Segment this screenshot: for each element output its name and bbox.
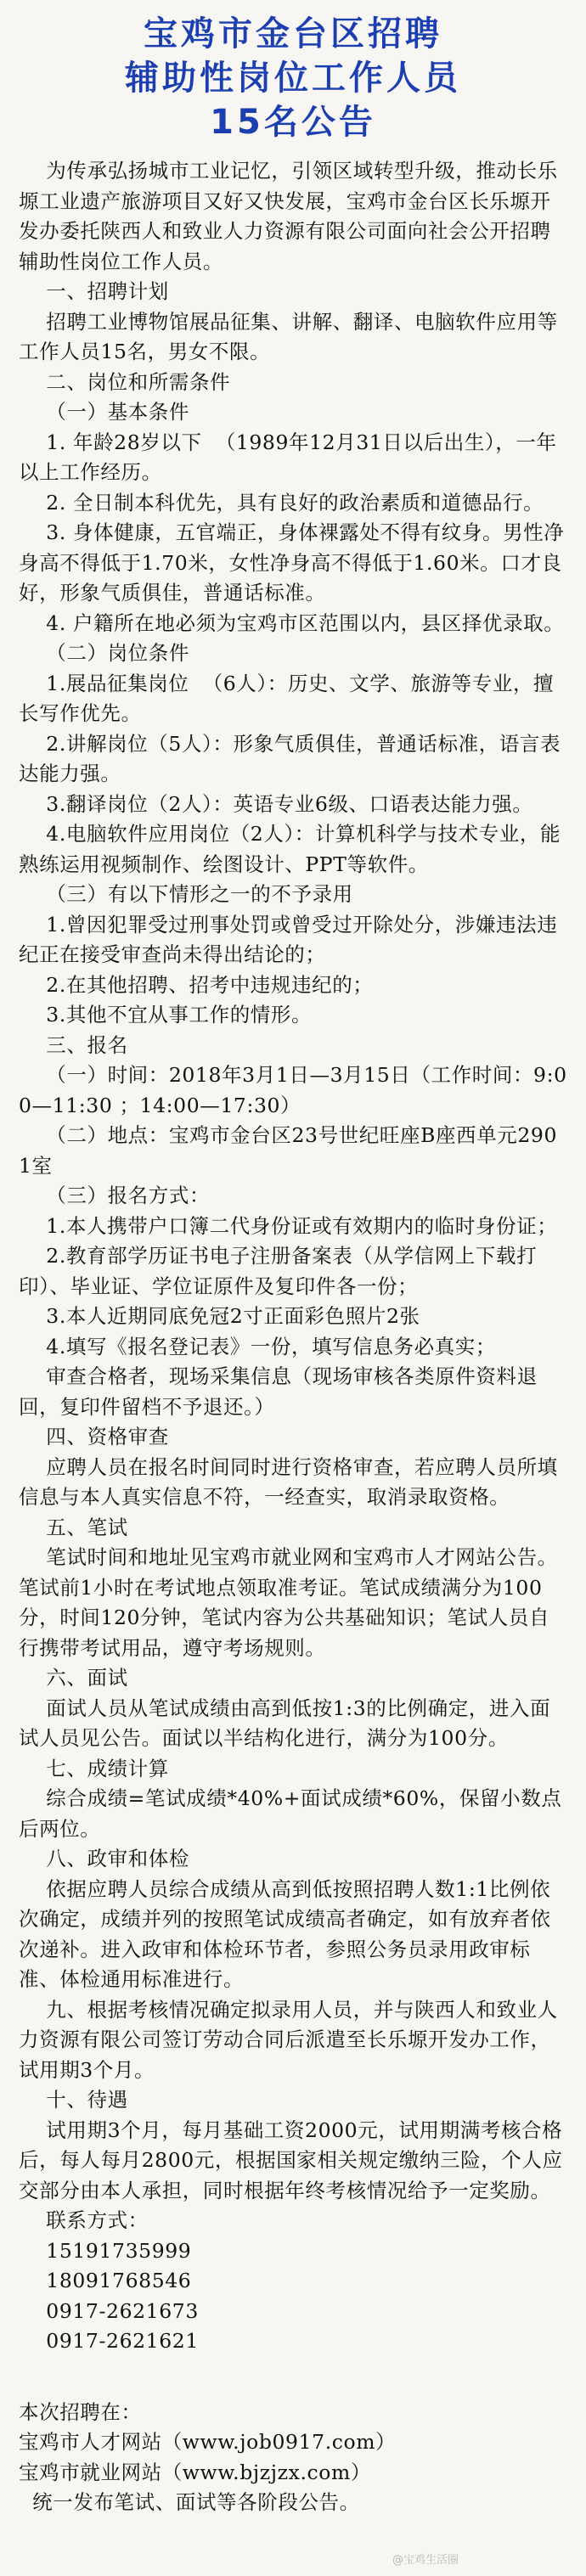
body-paragraph: （二）岗位条件 (19, 641, 189, 665)
body-paragraph: 八、政审和体检 (19, 1847, 189, 1870)
body-paragraph: 2.讲解岗位（5人）：形象气质俱佳，普通话标准，语言表达能力强。 (19, 731, 561, 785)
announcement-body (19, 156, 567, 2357)
body-paragraph: 笔试时间和地址见宝鸡市就业网和宝鸡市人才网站公告。笔试前1小时在考试地点领取准考证。笔试成绩满分为100分，时间120分钟，笔试内容为公共基础知识；笔试人员自行携带考试用品，遵守考场规则。 (19, 1545, 558, 1660)
title-line-2: 辅助性岗位工作人员 (125, 59, 461, 98)
body-paragraph: 15191735999 (19, 2238, 192, 2263)
body-paragraph: 1.本人携带户口簿二代身份证或有效期内的临时身份证； (19, 1213, 558, 1238)
body-paragraph: 1.曾因犯罪受过刑事处罚或曾受过开除处分，涉嫌违法违纪正在接受审查尚未得出结论的； (19, 912, 558, 966)
body-paragraph: 2.在其他招聘、招考中违规违纪的； (19, 972, 374, 997)
body-paragraph: 4.填写《报名登记表》一份，填写信息务必真实； (19, 1334, 497, 1358)
body-paragraph: 十、待遇 (19, 2088, 128, 2112)
body-paragraph: 一、招聘计划 (19, 279, 169, 303)
body-paragraph: 2.教育部学历证书电子注册备案表（从学信网上下载打印）、毕业证、学位证原件及复印件各一份； (19, 1244, 538, 1298)
footer-line: 统一发布笔试、面试等各阶段公告。 (19, 2490, 360, 2514)
footer-line: 本次招聘在： (19, 2399, 142, 2424)
body-paragraph: 五、笔试 (19, 1515, 128, 1539)
footer-line: 宝鸡市人才网站（www.job0917.com） (19, 2430, 397, 2454)
body-paragraph: 二、岗位和所需条件 (19, 369, 231, 394)
body-paragraph: 面试人员从笔试成绩由高到低按1:3的比例确定，进入面试人员见公告。面试以半结构化进行，满分为100分。 (19, 1696, 551, 1750)
body-paragraph: 18091768546 (19, 2269, 192, 2292)
body-paragraph: （二）地点：宝鸡市金台区23号世纪旺座B座西单元2901室 (19, 1123, 558, 1178)
body-paragraph: 联系方式： (19, 2208, 149, 2232)
body-paragraph: 四、资格审查 (19, 1425, 169, 1448)
body-paragraph: 0917-2621621 (19, 2329, 199, 2353)
body-paragraph: （三）有以下情形之一的不予录用 (19, 882, 353, 906)
body-paragraph: 4. 户籍所在地必须为宝鸡市区范围以内，县区择优录取。 (19, 610, 565, 635)
body-paragraph: 3.其他不宜从事工作的情形。 (19, 1003, 313, 1026)
body-paragraph: 0917-2621673 (19, 2298, 199, 2323)
body-paragraph: 1. 年龄28岁以下 （1989年12月31日以后出生），一年以上工作经历。 (19, 430, 557, 484)
body-paragraph: 3.翻译岗位（2人）：英语专业6级、口语表达能力强。 (19, 791, 533, 816)
body-paragraph: 为传承弘扬城市工业记忆，引领区域转型升级，推动长乐塬工业遗产旅游项目又好又快发展，宝鸡市金台区长乐塬开发办委托陕西人和致业人力资源有限公司面向社会公开招聘辅助性岗位工作人员。 (19, 159, 558, 273)
body-paragraph: 3.本人近期同底免冠2寸正面彩色照片2张 (19, 1304, 420, 1328)
body-paragraph: 三、报名 (19, 1032, 128, 1057)
page-title (19, 12, 567, 144)
title-line-3: 15名公告 (210, 103, 376, 142)
watermark: @宝鸡生活圈 (392, 2554, 459, 2567)
body-paragraph: 依据应聘人员综合成绩从高到低按照招聘人数1:1比例依次确定，成绩并列的按照笔试成绩高者确定，如有放弃者依次递补。进入政审和体检环节者，参照公务员录用政审标准、体检通用标准进行。 (19, 1876, 551, 1991)
body-paragraph: 审查合格者，现场采集信息（现场审核各类原件资料退回，复印件留档不予退还。） (19, 1364, 538, 1419)
body-paragraph: 3. 身体健康，五官端正，身体裸露处不得有纹身。男性净身高不得低于1.70米，女性净身高不得低于1.60米。口才良好，形象气质俱佳，普通话标准。 (19, 520, 565, 605)
body-paragraph: 试用期3个月，每月基础工资2000元，试用期满考核合格后，每人每月2800元，根据国家相关规定缴纳三险，个人应交部分由本人承担，同时根据年终考核情况给予一定奖励。 (19, 2118, 563, 2202)
title-line-1: 宝鸡市金台区招聘 (144, 14, 442, 53)
body-paragraph: （一）时间：2018年3月1日—3月15日（工作时间：9:00—11:30 ；14:00—17:30） (19, 1063, 567, 1117)
body-paragraph: （一）基本条件 (19, 400, 189, 424)
body-paragraph: （三）报名方式： (19, 1184, 211, 1207)
footer-line: 宝鸡市就业网站（www.bjzjzx.com） (19, 2460, 372, 2484)
publication-footer (19, 2398, 567, 2518)
body-paragraph: 九、根据考核情况确定拟录用人员，并与陕西人和致业人力资源有限公司签订劳动合同后派遣至长乐塬开发办工作，试用期3个月。 (19, 1997, 558, 2082)
body-paragraph: 七、成绩计算 (19, 1756, 169, 1780)
body-paragraph: 招聘工业博物馆展品征集、讲解、翻译、电脑软件应用等工作人员15名，男女不限。 (19, 309, 558, 363)
body-paragraph: 六、面试 (19, 1666, 128, 1690)
body-paragraph: 1.展品征集岗位 （6人）：历史、文学、旅游等专业，擅长写作优先。 (19, 671, 555, 725)
body-paragraph: 综合成绩=笔试成绩*40%+面试成绩*60%，保留小数点后两位。 (19, 1786, 562, 1841)
body-paragraph: 4.电脑软件应用岗位（2人）：计算机科学与技术专业，能熟练运用视频制作、绘图设计、PPT等软件。 (19, 822, 561, 876)
body-paragraph: 2. 全日制本科优先，具有良好的政治素质和道德品行。 (19, 490, 544, 515)
body-paragraph: 应聘人员在报名时间同时进行资格审查，若应聘人员所填信息与本人真实信息不符，一经查实，取消录取资格。 (19, 1454, 558, 1509)
